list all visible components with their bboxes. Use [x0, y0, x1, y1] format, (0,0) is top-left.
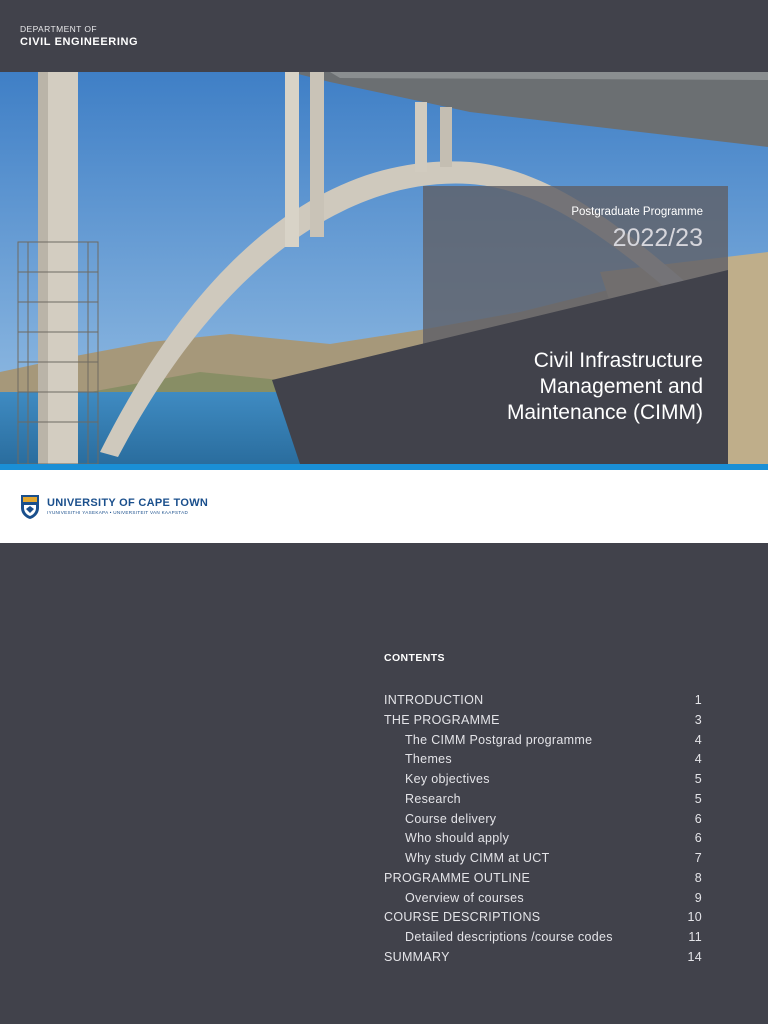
- toc-entry[interactable]: [384, 810, 702, 830]
- uct-crest-icon: [20, 494, 40, 520]
- programme-year: 2022/23: [612, 224, 703, 252]
- toc-entry-page: 6: [694, 831, 702, 846]
- university-subtitle: IYUNIVESITHI YASEKAPA • UNIVERSITEIT VAN KAAPSTAD: [47, 510, 189, 515]
- toc-entry[interactable]: [384, 928, 702, 948]
- toc-entry-label: Course delivery: [405, 811, 497, 826]
- toc-entry-label: Why study CIMM at UCT: [405, 851, 550, 865]
- toc-entry[interactable]: [384, 849, 702, 869]
- toc-entry-label: Key objectives: [405, 772, 490, 786]
- toc-entry[interactable]: [384, 691, 702, 711]
- toc-entry[interactable]: [384, 829, 702, 849]
- department-name: CIVIL ENGINEERING: [20, 36, 139, 48]
- toc-entry[interactable]: [384, 908, 702, 928]
- toc-entry-page: 4: [694, 752, 702, 767]
- toc-entry-label: INTRODUCTION: [384, 693, 484, 707]
- contents-heading: CONTENTS: [384, 652, 445, 664]
- toc-entry[interactable]: [384, 948, 702, 968]
- toc-entry-page: 11: [688, 930, 702, 944]
- toc-entry[interactable]: [384, 770, 702, 790]
- toc-entry-page: 7: [694, 851, 702, 865]
- toc-entry-label: COURSE DESCRIPTIONS: [384, 910, 541, 925]
- toc-entry[interactable]: [384, 889, 702, 909]
- toc-entry[interactable]: [384, 750, 702, 770]
- toc-entry-page: 5: [694, 791, 702, 806]
- title-line: Management and: [539, 375, 703, 398]
- toc-entry-label: Research: [405, 791, 461, 806]
- toc-entry-page: 9: [694, 890, 702, 905]
- table-of-contents: [384, 691, 702, 968]
- toc-entry-page: 14: [687, 949, 702, 964]
- department-label: DEPARTMENT OF: [20, 24, 97, 34]
- toc-entry-label: PROGRAMME OUTLINE: [384, 870, 531, 885]
- toc-entry-label: Overview of courses: [405, 890, 524, 905]
- toc-entry-page: 3: [694, 712, 702, 727]
- toc-entry[interactable]: [384, 790, 702, 810]
- toc-entry-page: 6: [694, 811, 702, 826]
- toc-entry-page: 1: [694, 693, 702, 707]
- toc-entry-label: Who should apply: [405, 831, 510, 846]
- university-name: UNIVERSITY OF CAPE TOWN: [47, 497, 209, 509]
- title-line: Civil Infrastructure: [533, 349, 703, 372]
- toc-entry-page: 10: [687, 910, 702, 925]
- toc-entry-label: THE PROGRAMME: [384, 712, 500, 727]
- title-line: Maintenance (CIMM): [506, 401, 703, 424]
- toc-entry-page: 8: [694, 870, 702, 885]
- toc-entry-page: 4: [694, 732, 702, 747]
- toc-entry-label: Detailed descriptions /course codes: [405, 930, 613, 944]
- toc-entry-page: 5: [694, 772, 702, 786]
- toc-entry[interactable]: [384, 731, 702, 751]
- toc-entry-label: SUMMARY: [384, 949, 450, 964]
- university-band: [0, 470, 768, 543]
- header-bar: [0, 0, 768, 72]
- toc-entry-label: The CIMM Postgrad programme: [405, 732, 593, 747]
- toc-entry[interactable]: [384, 711, 702, 731]
- programme-subtitle: Postgraduate Programme: [571, 206, 703, 218]
- toc-entry-label: Themes: [405, 752, 452, 767]
- toc-entry[interactable]: [384, 869, 702, 889]
- programme-title: [443, 348, 703, 426]
